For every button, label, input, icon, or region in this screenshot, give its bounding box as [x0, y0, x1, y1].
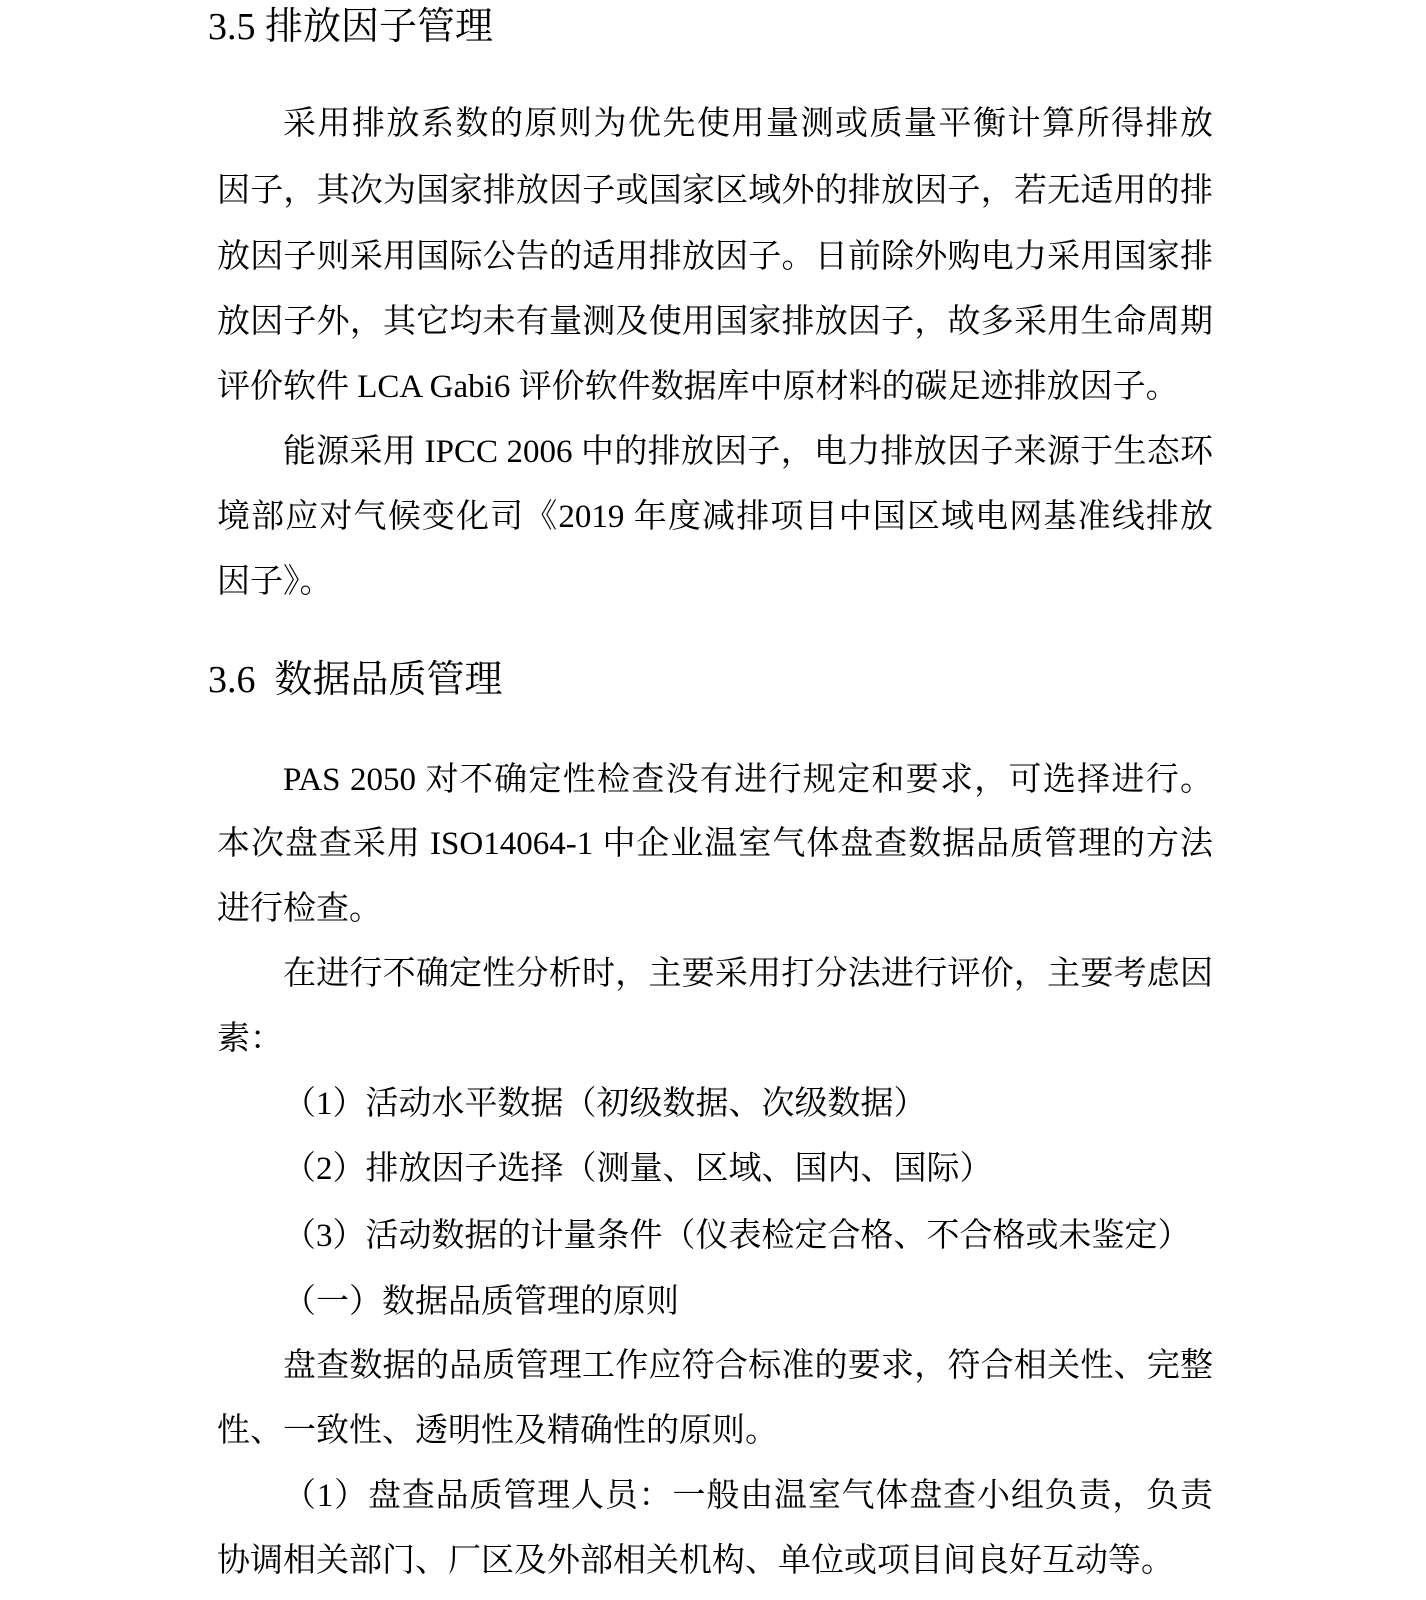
list-item: （1）活动水平数据（初级数据、次级数据） [283, 1086, 927, 1122]
text-line: （1）盘查品质管理人员：一般由温室气体盘查小组负责，负责 [283, 1478, 1213, 1514]
text-line: 素： [217, 1021, 283, 1057]
text-line: 放因子则采用国际公告的适用排放因子。日前除外购电力采用国家排 [217, 239, 1213, 275]
text-line: 采用排放系数的原则为优先使用量测或质量平衡计算所得排放 [283, 106, 1213, 142]
text-line: 盘查数据的品质管理工作应符合标准的要求，符合相关性、完整 [283, 1348, 1213, 1384]
text-line: 能源采用 IPCC 2006 中的排放因子，电力排放因子来源于生态环 [283, 434, 1213, 470]
list-item: （2）排放因子选择（测量、区域、国内、国际） [283, 1151, 993, 1187]
text-line: 因子，其次为国家排放因子或国家区域外的排放因子，若无适用的排 [217, 173, 1213, 209]
text-line: 协调相关部门、厂区及外部相关机构、单位或项目间良好互动等。 [217, 1543, 1174, 1579]
text-line: 本次盘查采用 ISO14064-1 中企业温室气体盘查数据品质管理的方法 [217, 826, 1213, 862]
list-item: （一）数据品质管理的原则 [283, 1284, 679, 1320]
section-heading-3-5: 3.5 排放因子管理 [208, 6, 494, 48]
text-line: PAS 2050 对不确定性检查没有进行规定和要求，可选择进行。 [283, 762, 1213, 798]
text-line: 性、一致性、透明性及精确性的原则。 [217, 1413, 778, 1449]
section-heading-3-6: 3.6 数据品质管理 [208, 659, 503, 701]
text-line: 因子》。 [217, 564, 333, 600]
list-item: （3）活动数据的计量条件（仪表检定合格、不合格或未鉴定） [283, 1218, 1191, 1254]
text-line: 放因子外，其它均未有量测及使用国家排放因子，故多采用生命周期 [217, 304, 1213, 340]
text-line: 评价软件 LCA Gabi6 评价软件数据库中原材料的碳足迹排放因子。 [217, 369, 1179, 405]
text-line: 进行检查。 [217, 891, 382, 927]
text-line: 境部应对气候变化司《2019 年度减排项目中国区域电网基准线排放 [217, 499, 1213, 535]
text-line: 在进行不确定性分析时，主要采用打分法进行评价，主要考虑因 [283, 956, 1213, 992]
